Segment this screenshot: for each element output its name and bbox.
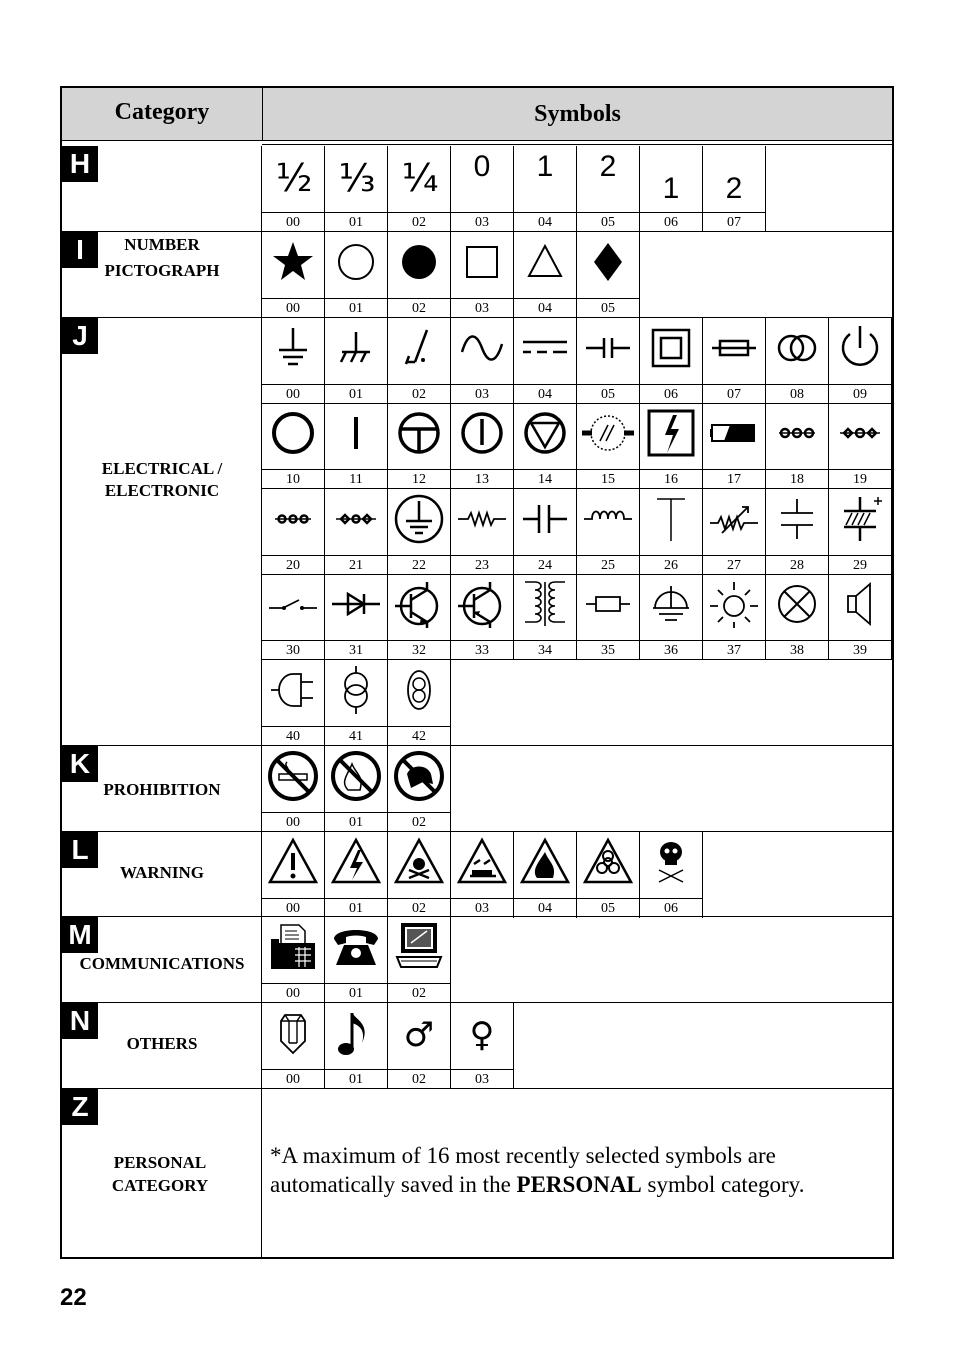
symbol-cell[interactable] (388, 489, 451, 575)
symbol-code: 31 (325, 640, 387, 660)
section-i (62, 232, 892, 318)
symbol-cell[interactable] (577, 404, 640, 490)
capacitor-icon (582, 322, 634, 379)
symbol-code: 08 (766, 384, 828, 404)
symbol-code: 07 (703, 384, 765, 404)
battery-icon (708, 407, 760, 464)
symbol-code: 14 (514, 469, 576, 489)
inductor-icon (582, 493, 634, 550)
symbol-cell[interactable] (640, 318, 703, 404)
symbol-cell[interactable] (451, 489, 514, 575)
symbol-cell[interactable] (325, 232, 388, 318)
subscript-two-icon: 2 (725, 172, 743, 205)
symbol-code: 33 (451, 640, 513, 660)
circle-outline-icon (330, 236, 382, 293)
symbol-code: 28 (766, 555, 828, 575)
symbol-code: 02 (388, 384, 450, 404)
symbol-cell[interactable] (388, 318, 451, 404)
category-cell (62, 832, 262, 916)
one-third-fraction-icon: ⅓ (338, 156, 374, 200)
symbols-column-header: Symbols (534, 101, 621, 127)
symbol-code: 36 (640, 640, 702, 660)
symbol-code: 18 (766, 469, 828, 489)
symbol-cell[interactable] (262, 404, 325, 490)
symbol-code: 30 (262, 640, 324, 660)
symbol-cell[interactable] (262, 746, 325, 832)
diamond-filled-icon (582, 236, 634, 293)
symbol-cell[interactable] (325, 404, 388, 490)
symbol-code: 01 (325, 812, 387, 832)
symbol-cell[interactable] (577, 575, 640, 661)
category-column-header: Category (114, 99, 210, 125)
symbol-code: 03 (451, 1069, 513, 1089)
computer-icon (393, 921, 445, 978)
symbol-code: 32 (388, 640, 450, 660)
symbol-code: 01 (325, 898, 387, 918)
symbol-cell[interactable] (514, 489, 577, 575)
symbol-code: 01 (325, 212, 387, 232)
category-name: PICTOGRAPH (104, 261, 220, 280)
symbol-code: 11 (325, 469, 387, 489)
category-name: PROHIBITION (103, 780, 221, 799)
symbol-cell[interactable] (514, 575, 577, 661)
symbol-cell[interactable] (262, 146, 325, 232)
symbol-cell[interactable] (577, 232, 640, 318)
category-name: COMMUNICATIONS (79, 954, 245, 973)
switch-icon (267, 578, 319, 635)
symbol-cell[interactable] (262, 660, 325, 746)
symbol-code: 02 (388, 812, 450, 832)
symbol-cell[interactable] (640, 146, 703, 232)
category-cell (62, 232, 262, 317)
symbol-cell[interactable] (451, 318, 514, 404)
symbol-code: 04 (514, 384, 576, 404)
diode-icon (330, 578, 382, 635)
section-h (62, 146, 892, 254)
resistor-icon (456, 493, 508, 550)
symbol-code: 05 (577, 298, 639, 318)
star-icon (267, 236, 319, 293)
symbol-code: 23 (451, 555, 513, 575)
resistor-box-icon (582, 578, 634, 635)
personal-category-note: *A maximum of 16 most recently selected symbols are automatically saved in the PERSONAL symbol category. (270, 1143, 805, 1197)
symbol-cell[interactable] (514, 232, 577, 318)
capacitor-large-icon (519, 493, 571, 550)
category-letter-badge: I (62, 232, 98, 268)
symbol-cell[interactable] (514, 146, 577, 232)
symbol-cell[interactable] (829, 489, 892, 575)
symbol-code: 40 (262, 726, 324, 746)
square-outline-icon (456, 236, 508, 293)
spark-gap-icon (582, 407, 634, 464)
symbol-code: 03 (451, 298, 513, 318)
symbol-cell[interactable] (514, 318, 577, 404)
symbol-cell[interactable] (703, 489, 766, 575)
symbol-code: 25 (577, 555, 639, 575)
category-name: ELECTRICAL / ELECTRONIC (101, 459, 223, 500)
symbol-cell[interactable] (766, 318, 829, 404)
symbol-code: 27 (703, 555, 765, 575)
symbol-cell[interactable] (766, 489, 829, 575)
symbol-cell[interactable] (703, 146, 766, 232)
capacitor-vertical-icon (771, 493, 823, 550)
vertical-bar-icon (330, 407, 382, 464)
symbol-cell[interactable] (388, 746, 451, 832)
ground-icon (267, 322, 319, 379)
symbol-cell[interactable] (703, 404, 766, 490)
symbol-cell[interactable] (514, 404, 577, 490)
section-l (62, 832, 892, 917)
transistor-npn-icon (393, 578, 445, 635)
category-letter-badge: H (62, 146, 98, 182)
variable-resistor-icon (708, 493, 760, 550)
symbol-cell[interactable] (325, 318, 388, 404)
transformer-rings-icon (771, 322, 823, 379)
symbol-code: 02 (388, 212, 450, 232)
category-cell (62, 746, 262, 831)
symbol-cell[interactable] (325, 575, 388, 661)
ac-wave-icon (456, 322, 508, 379)
symbol-code: 09 (829, 384, 891, 404)
symbol-cell[interactable] (325, 489, 388, 575)
connector-icon (771, 407, 823, 464)
symbol-code: 10 (262, 469, 324, 489)
symbol-cell[interactable] (262, 232, 325, 318)
symbol-cell[interactable] (325, 832, 388, 918)
symbol-cell[interactable] (325, 1003, 388, 1089)
symbol-code: 01 (325, 983, 387, 1003)
skull-crossbones-icon (645, 836, 697, 893)
category-cell (62, 146, 262, 254)
high-voltage-icon (645, 407, 697, 464)
symbol-cell[interactable] (451, 575, 514, 661)
transformer-coils-icon (519, 578, 571, 635)
symbol-code: 07 (703, 212, 765, 232)
symbol-cell[interactable] (577, 146, 640, 232)
fuse-icon (708, 322, 760, 379)
symbol-cell[interactable] (262, 318, 325, 404)
symbol-cell[interactable] (640, 575, 703, 661)
double-insulation-icon (645, 322, 697, 379)
symbol-code: 00 (262, 212, 324, 232)
symbol-code: 04 (514, 212, 576, 232)
symbol-cell[interactable] (388, 404, 451, 490)
symbol-code: 00 (262, 1069, 324, 1089)
one-half-fraction-icon: ½ (275, 156, 311, 200)
symbol-code: 26 (640, 555, 702, 575)
warning-exclamation-icon (267, 836, 319, 893)
symbol-cell[interactable] (325, 146, 388, 232)
symbol-code: 04 (514, 898, 576, 918)
male-icon: ♂ (403, 1015, 435, 1055)
telephone-icon (330, 921, 382, 978)
symbol-cell[interactable] (388, 832, 451, 918)
music-note-icon (330, 1007, 382, 1064)
connector-diamond-small-icon (330, 493, 382, 550)
symbol-code: 01 (325, 298, 387, 318)
symbol-cell[interactable] (262, 917, 325, 1003)
symbol-code: 37 (703, 640, 765, 660)
symbol-cell[interactable] (388, 1003, 451, 1089)
symbol-cell[interactable] (262, 489, 325, 575)
variable-capacitor-icon (834, 493, 886, 550)
category-letter-badge: Z (62, 1089, 98, 1125)
protective-earth-icon (393, 493, 445, 550)
symbol-code: 20 (262, 555, 324, 575)
category-letter-badge: K (62, 746, 98, 782)
subscript-one-icon: 1 (662, 172, 680, 205)
section-z (62, 1089, 892, 1259)
symbol-code: 00 (262, 983, 324, 1003)
one-quarter-fraction-icon: ¼ (401, 156, 437, 200)
triangle-outline-icon (519, 236, 571, 293)
no-entry-icon (393, 750, 445, 807)
symbol-cell[interactable] (451, 232, 514, 318)
symbol-cell[interactable] (829, 404, 892, 490)
category-letter-badge: L (62, 832, 98, 868)
circle-triangle-icon (519, 407, 571, 464)
section-n (62, 1003, 892, 1089)
symbol-cell[interactable] (451, 832, 514, 918)
symbol-code: 24 (514, 555, 576, 575)
symbol-cell[interactable] (640, 404, 703, 490)
plug-icon (267, 664, 319, 721)
transformer-oval-icon (393, 664, 445, 721)
category-name: PERSONAL CATEGORY (111, 1153, 209, 1195)
warning-biohazard-icon (582, 836, 634, 893)
symbol-cell[interactable] (388, 232, 451, 318)
symbol-cell[interactable] (451, 404, 514, 490)
symbol-code: 02 (388, 898, 450, 918)
no-smoking-icon (267, 750, 319, 807)
symbol-code: 16 (640, 469, 702, 489)
symbol-cell[interactable] (829, 318, 892, 404)
circle-bar-icon (456, 407, 508, 464)
dc-icon (519, 322, 571, 379)
symbol-cell[interactable] (262, 575, 325, 661)
symbol-code: 19 (829, 469, 891, 489)
symbol-cell[interactable] (640, 832, 703, 918)
symbol-code: 02 (388, 983, 450, 1003)
symbol-code: 00 (262, 812, 324, 832)
symbol-code: 01 (325, 384, 387, 404)
symbol-code: 03 (451, 212, 513, 232)
superscript-two-icon: 2 (599, 150, 617, 183)
section-m (62, 917, 892, 1003)
chassis-ground-icon (330, 322, 382, 379)
symbol-code: 03 (451, 898, 513, 918)
category-name: OTHERS (126, 1034, 198, 1053)
symbol-code: 02 (388, 1069, 450, 1089)
transformer-circle-icon (330, 664, 382, 721)
symbol-code: 02 (388, 298, 450, 318)
symbol-cell[interactable] (262, 832, 325, 918)
no-fire-icon (330, 750, 382, 807)
symbol-cell[interactable] (388, 660, 451, 746)
symbol-code: 21 (325, 555, 387, 575)
symbol-code: 34 (514, 640, 576, 660)
symbol-code: 39 (829, 640, 891, 660)
symbol-cell[interactable] (262, 1003, 325, 1089)
category-cell (62, 1089, 262, 1259)
ring-icon (267, 407, 319, 464)
symbol-table (60, 86, 894, 1259)
warning-flammable-icon (519, 836, 571, 893)
symbol-code: 01 (325, 1069, 387, 1089)
superscript-zero-icon: 0 (473, 150, 491, 183)
symbol-code: 15 (577, 469, 639, 489)
symbol-cell[interactable] (703, 318, 766, 404)
symbol-code: 06 (640, 384, 702, 404)
symbol-cell[interactable] (451, 146, 514, 232)
table-header (62, 88, 892, 141)
lamp-cross-icon (771, 578, 823, 635)
symbol-code: 05 (577, 384, 639, 404)
category-letter-badge: M (62, 917, 98, 953)
connector-small-icon (267, 493, 319, 550)
symbol-cell[interactable] (577, 832, 640, 918)
warning-toxic-icon (393, 836, 445, 893)
connector-diamond-icon (834, 407, 886, 464)
section-j (62, 318, 892, 746)
symbol-code: 05 (577, 212, 639, 232)
symbol-cell[interactable] (514, 832, 577, 918)
symbol-cell[interactable] (703, 575, 766, 661)
symbol-cell[interactable] (325, 746, 388, 832)
signal-ground-icon (393, 322, 445, 379)
symbol-code: 04 (514, 298, 576, 318)
dome-ground-icon (645, 578, 697, 635)
symbol-code: 22 (388, 555, 450, 575)
circle-filled-icon (393, 236, 445, 293)
symbol-code: 06 (640, 898, 702, 918)
symbol-cell[interactable] (766, 575, 829, 661)
symbol-code: 17 (703, 469, 765, 489)
symbol-code: 03 (451, 384, 513, 404)
symbol-code: 42 (388, 726, 450, 746)
symbol-cell[interactable] (388, 575, 451, 661)
fax-icon (267, 921, 319, 978)
symbol-code: 00 (262, 898, 324, 918)
speaker-icon (834, 578, 886, 635)
symbol-code: 00 (262, 384, 324, 404)
symbol-cell[interactable] (640, 489, 703, 575)
symbol-code: 06 (640, 212, 702, 232)
symbol-cell[interactable] (451, 1003, 514, 1089)
symbol-code: 12 (388, 469, 450, 489)
symbol-code: 38 (766, 640, 828, 660)
warning-electric-icon (330, 836, 382, 893)
symbol-code: 35 (577, 640, 639, 660)
symbol-cell[interactable] (325, 660, 388, 746)
symbol-code: 13 (451, 469, 513, 489)
symbol-cell[interactable] (829, 575, 892, 661)
circle-t-icon (393, 407, 445, 464)
symbol-cell[interactable] (388, 146, 451, 232)
lamp-sun-icon (708, 578, 760, 635)
category-letter-badge: J (62, 318, 98, 354)
symbol-code: 05 (577, 898, 639, 918)
female-icon: ♀ (469, 1015, 495, 1055)
category-letter-badge: N (62, 1003, 98, 1039)
symbol-code: 29 (829, 555, 891, 575)
category-name: WARNING (119, 863, 205, 882)
antenna-t-icon (645, 493, 697, 550)
category-cell (62, 318, 262, 745)
symbol-cell[interactable] (388, 917, 451, 1003)
symbol-cell[interactable] (766, 404, 829, 490)
symbol-cell[interactable] (577, 318, 640, 404)
symbol-code: 00 (262, 298, 324, 318)
category-cell (62, 917, 262, 1002)
section-k (62, 746, 892, 832)
symbol-cell[interactable] (325, 917, 388, 1003)
category-name: NUMBER (124, 235, 200, 254)
power-icon (834, 322, 886, 379)
page-number: 22 (60, 1284, 87, 1311)
warning-corrosive-icon (456, 836, 508, 893)
symbol-cell[interactable] (577, 489, 640, 575)
gem-icon (267, 1007, 319, 1064)
transistor-pnp-icon (456, 578, 508, 635)
superscript-one-icon: 1 (536, 150, 554, 183)
symbol-code: 41 (325, 726, 387, 746)
category-cell (62, 1003, 262, 1088)
